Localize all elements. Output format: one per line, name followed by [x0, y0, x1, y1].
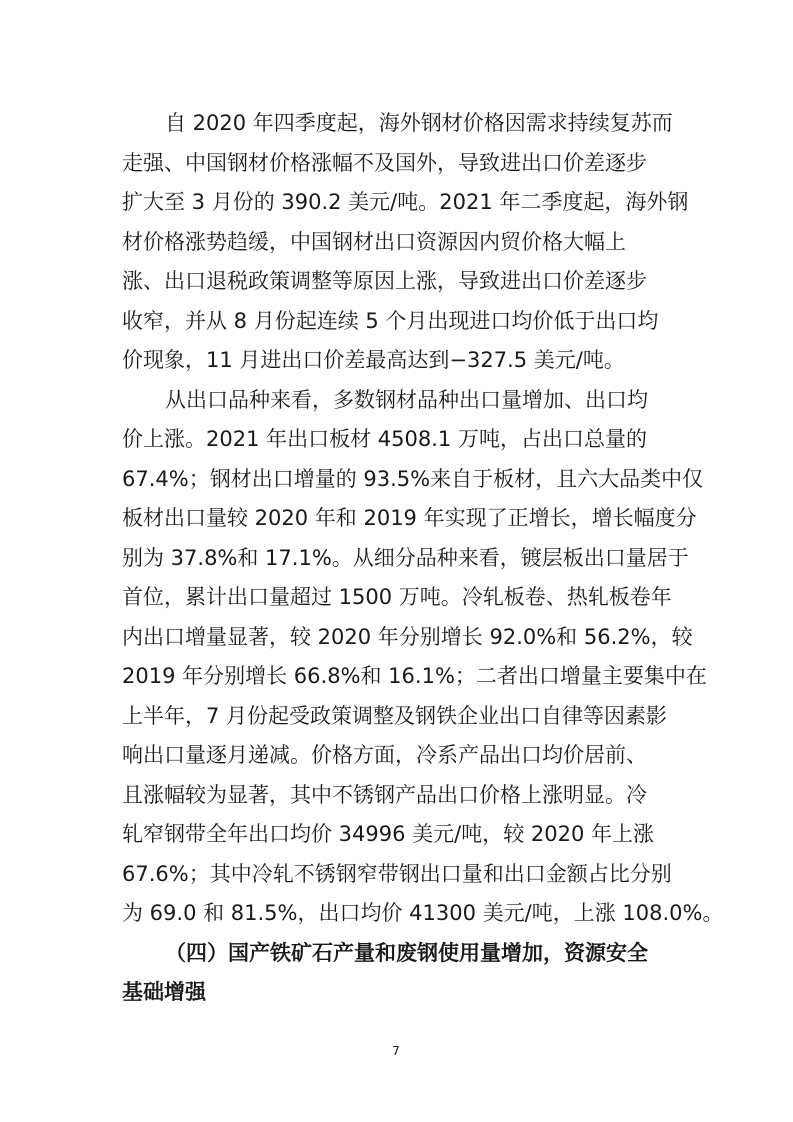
- paragraph-2-line-8: 2019 年分别增长 66.8%和 16.1%；二者出口增量主要集中在: [122, 664, 707, 688]
- paragraph-2-line-10: 响出口量逐月递减。价格方面，冷系产品出口均价居前、: [122, 743, 647, 767]
- paragraph-1-line-6: 收窄，并从 8 月份起连续 5 个月出现进口均价低于出口均: [122, 309, 659, 333]
- paragraph-2-line-14: 为 69.0 和 81.5%，出口均价 41300 美元/吨，上涨 108.0%。: [122, 901, 724, 925]
- paragraph-2-line-5: 别为 37.8%和 17.1%。从细分品种来看，镀层板出口量居于: [122, 546, 689, 570]
- section-heading-line-1: （四）国产铁矿石产量和废钢使用量增加，资源安全: [165, 940, 648, 965]
- paragraph-1-line-5: 涨、出口退税政策调整等原因上涨，导致进出口价差逐步: [122, 269, 647, 293]
- paragraph-1-line-1: 自 2020 年四季度起，海外钢材价格因需求持续复苏而: [165, 111, 673, 135]
- paragraph-2-line-2: 价上涨。2021 年出口板材 4508.1 万吨，占出口总量的: [122, 427, 647, 451]
- paragraph-1-line-4: 材价格涨势趋缓，中国钢材出口资源因内贸价格大幅上: [122, 230, 626, 254]
- paragraph-2-line-9: 上半年，7 月份起受政策调整及钢铁企业出口自律等因素影: [122, 704, 668, 728]
- paragraph-2-line-7: 内出口增量显著，较 2020 年分别增长 92.0%和 56.2%，较: [122, 625, 693, 649]
- paragraph-2-line-13: 67.6%；其中冷轧不锈钢窄带钢出口量和出口金额占比分别: [122, 862, 672, 886]
- paragraph-1-line-2: 走强、中国钢材价格涨幅不及国外，导致进出口价差逐步: [122, 151, 647, 175]
- section-heading-line-2: 基础增强: [122, 979, 206, 1004]
- paragraph-2-line-6: 首位，累计出口量超过 1500 万吨。冷轧板卷、热轧板卷年: [122, 585, 672, 609]
- page-number: 7: [392, 1044, 400, 1058]
- paragraph-2-line-12: 轧窄钢带全年出口均价 34996 美元/吨，较 2020 年上涨: [122, 822, 655, 846]
- paragraph-2-line-4: 板材出口量较 2020 年和 2019 年实现了正增长，增长幅度分: [122, 506, 697, 530]
- paragraph-1-line-7: 价现象，11 月进出口价差最高达到−327.5 美元/吨。: [122, 348, 625, 372]
- paragraph-1-line-3: 扩大至 3 月份的 390.2 美元/吨。2021 年二季度起，海外钢: [122, 190, 689, 214]
- paragraph-2-line-3: 67.4%；钢材出口增量的 93.5%来自于板材，且六大品类中仅: [122, 467, 704, 491]
- paragraph-2-line-11: 且涨幅较为显著，其中不锈钢产品出口价格上涨明显。冷: [122, 783, 647, 807]
- paragraph-2-line-1: 从出口品种来看，多数钢材品种出口量增加、出口均: [165, 388, 648, 412]
